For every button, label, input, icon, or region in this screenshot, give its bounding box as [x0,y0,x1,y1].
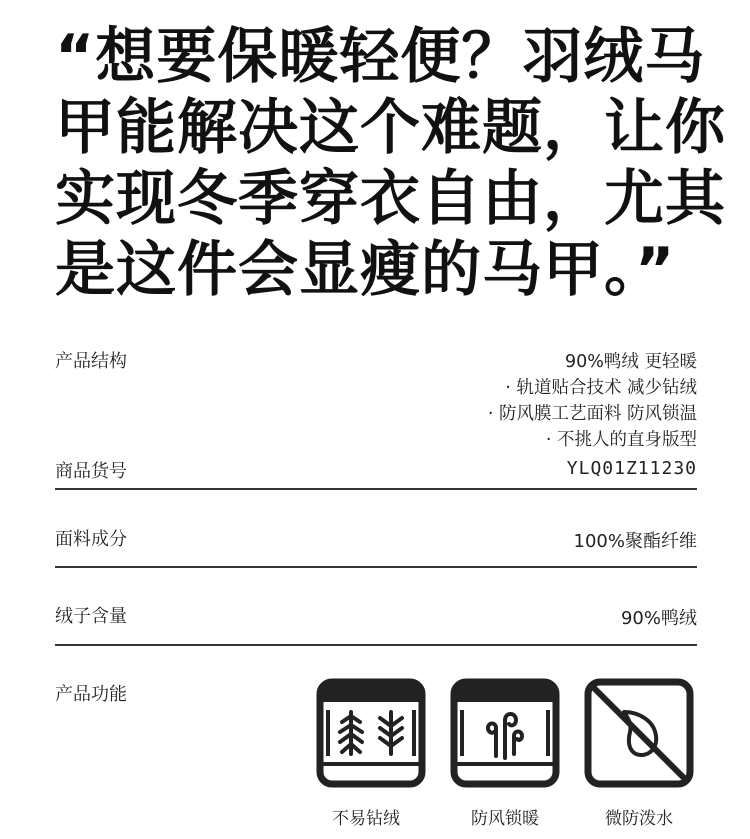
feature-windproof [450,678,560,788]
structure-details [488,349,697,453]
item-no-label: 商品货号 [55,461,127,482]
feature-label: 不易钻绒 [332,809,400,829]
water-repellent-icon [584,678,694,788]
divider [55,488,697,490]
down-value: 90%鸭绒 [620,608,697,629]
structure-line: · 防风膜工艺面料 防风锁温 [487,404,697,424]
feature-down-leak-proof [316,678,426,788]
headline-quote [55,22,726,306]
quote-line: 实现冬季穿衣自由，尤其 [55,164,726,234]
structure-line: · 轨道贴合技术 减少钻绒 [505,378,697,398]
fabric-label: 面料成分 [55,529,127,550]
feature-water-repellent [584,678,694,788]
structure-line: 90%鸭绒 更轻暖 [565,352,697,372]
feature-label: 微防泼水 [605,809,673,829]
down-leak-proof-icon [316,678,426,788]
fabric-value: 100%聚酯纤维 [573,531,697,552]
quote-line: 是这件会显瘦的马甲。” [55,235,676,305]
down-label: 绒子含量 [55,606,127,627]
windproof-icon [450,678,560,788]
divider [55,566,697,568]
structure-line: · 不挑人的直身版型 [545,430,697,450]
quote-line: 甲能解决这个难题，让你 [55,93,726,163]
quote-line: “想要保暖轻便？羽绒马 [55,22,706,92]
structure-label: 产品结构 [55,351,127,372]
feature-label: 防风锁暖 [471,809,539,829]
item-no-value: YLQ01Z11230 [566,458,697,479]
functions-label: 产品功能 [55,684,127,705]
divider [55,644,697,646]
